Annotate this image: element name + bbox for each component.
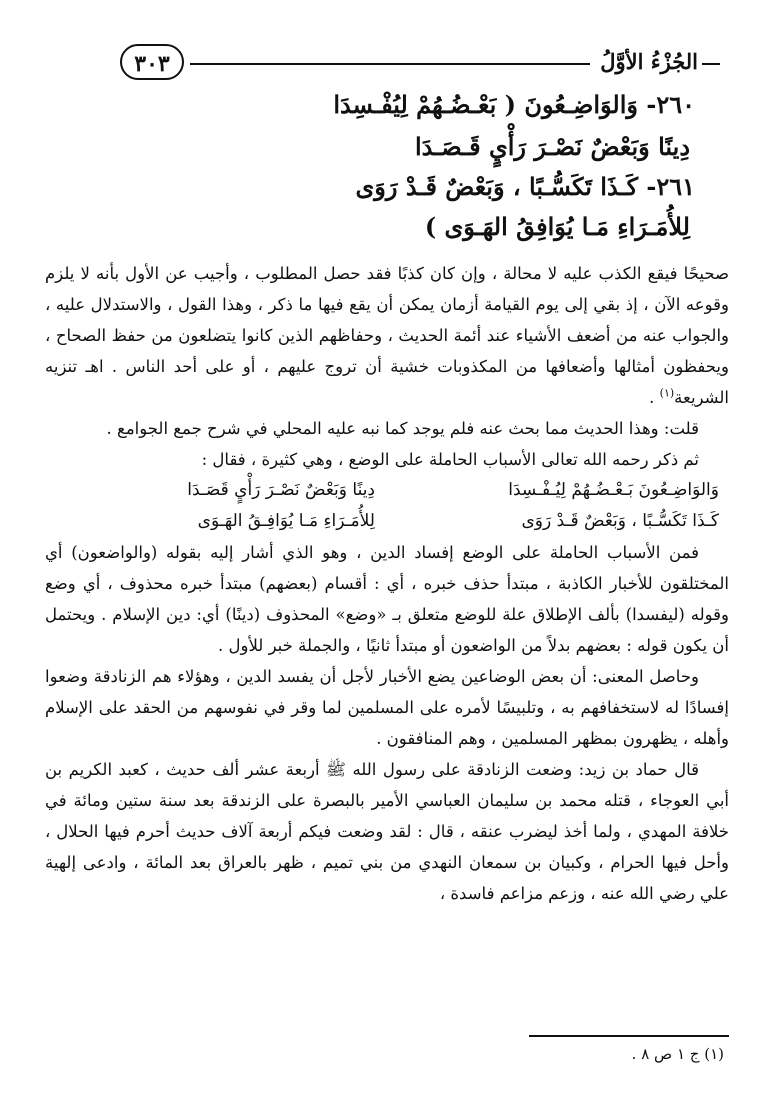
footnote: (١) ج ١ ص ٨ .: [631, 1045, 724, 1063]
verse-line: ٢٦١- كَـذَا تَكَسُّـبًا ، وَبَعْضٌ قَـدْ رَوَى: [355, 172, 695, 201]
poem-hemistich: لِلأُمَـرَاءِ مَـا يُوَافِـقُ الهَـوَى: [197, 511, 375, 531]
poem-hemistich: دِينًا وَبَعْضٌ نَصْـرَ رَأْيٍ قَصَـدَا: [187, 480, 375, 500]
poem-line: [45, 506, 729, 537]
paragraph: صحيحًا فيقع الكذب عليه لا محالة ، وإن كان كذبًا فقد حصل المطلوب ، وأجيب عن الأول بأنه لا يلزم وقوعه الآن ، إذ بقي إلى يوم القيامة أزمان يمكن أن يقع فيها ما ذكر ، وهذا القول ، والاستدلال عليه ، والجواب عنه من أضعف الأشياء عند أئمة الحديث ، وحفاظهم الذين كانوا يتضلعون من حفظ الصحاح ، ويحفظون أمثالها وأضعافها من المكذوبات خشية أن تروج عليهم ، أو على أحد الناس . اهـ تنزيه الشريعة$^{(١)}$ .: [45, 264, 729, 407]
paragraph: قلت: وهذا الحديث مما بحث عنه فلم يوجد كما نبه عليه المحلي في شرح جمع الجوامع .: [106, 419, 699, 438]
page-number: ٣٠٣: [120, 44, 184, 80]
footnote-marker: (١): [659, 386, 675, 400]
poem-hemistich: كَـذَا تَكَسُّـبًا ، وَبَعْضٌ قَـدْ رَوَى: [521, 511, 719, 531]
paragraph: فمن الأسباب الحاملة على الوضع إفساد الدين ، وهو الذي أشار إليه بقوله (والواضعون) أي المختلقون للأخبار الكاذبة ، مبتدأ حذف خبره ، أي : أقسام (بعضهم) مبتدأ خبره محذوف ، أي وضع وقوله (ليفسدا) بألف الإطلاق علة للوضع متعلق بـ «وضع» المحذوف (دينًا) أي: دين الإسلام . ويحتمل أن يكون قوله : بعضهم بدلاً من الواضعون أو مبتدأ ثانيًا ، والجملة خبر للأول .: [45, 543, 729, 655]
header-rule: [190, 63, 590, 65]
running-title: الجُزْءُ الأوَّلُ: [600, 49, 698, 74]
poem-line: [45, 475, 729, 506]
paragraph: قال حماد بن زيد: وضعت الزنادقة على رسول الله ﷺ أربعة عشر ألف حديث ، كعبد الكريم بن أبي العوجاء ، قتله محمد بن سليمان العباسي الأمير بالبصرة على الزندقة بعد سنة ستين ومائة في خلافة المهدي ، ولما أخذ ليضرب عنقه ، قال : لقد وضعت فيكم أربعة آلاف حديث أحرم فيها الحلال ، وأحل فيها الحرام ، وكبيان بن سمعان النهدي من بني تميم ، ظهر بالعراق بعد المائة ، وادعى إلهية علي رضي الله عنه ، وزعم مزاعم فاسدة ،: [45, 760, 729, 903]
footnote-rule: [529, 1035, 729, 1037]
paragraph: وحاصل المعنى: أن بعض الوضاعين يضع الأخبار لأجل أن يفسد الدين ، وهؤلاء هم الزنادقة وضعوا إفسادًا له لاستخفافهم به ، وتلبيسًا لأمره على المسلمين لما وقر في نفوسهم من الحقد على الإسلام وأهله ، يظهرون بمظهر المسلمين ، وهم المنافقون .: [45, 667, 729, 748]
page-header: [110, 40, 720, 84]
paragraph: ثم ذكر رحمه الله تعالى الأسباب الحاملة على الوضع ، وهي كثيرة ، فقال :: [201, 450, 699, 469]
main-text: [45, 258, 729, 909]
verse-line: ٢٦٠- وَالوَاضِـعُونَ ( بَعْـضُـهُمْ لِيُفْـسِدَا: [333, 90, 695, 119]
verse-line: دِينًا وَبَعْضٌ نَصْـرَ رَأْيٍ قَـصَـدَا: [414, 132, 690, 161]
poem-hemistich: وَالوَاضِـعُونَ بَـعْـضُـهُمْ لِيُـفْـسِدَا: [508, 480, 719, 500]
header-rule-short: [702, 63, 720, 65]
verse-line: لِلأُمَـرَاءِ مَـا يُوَافِقُ الهَـوَى ): [424, 212, 690, 241]
